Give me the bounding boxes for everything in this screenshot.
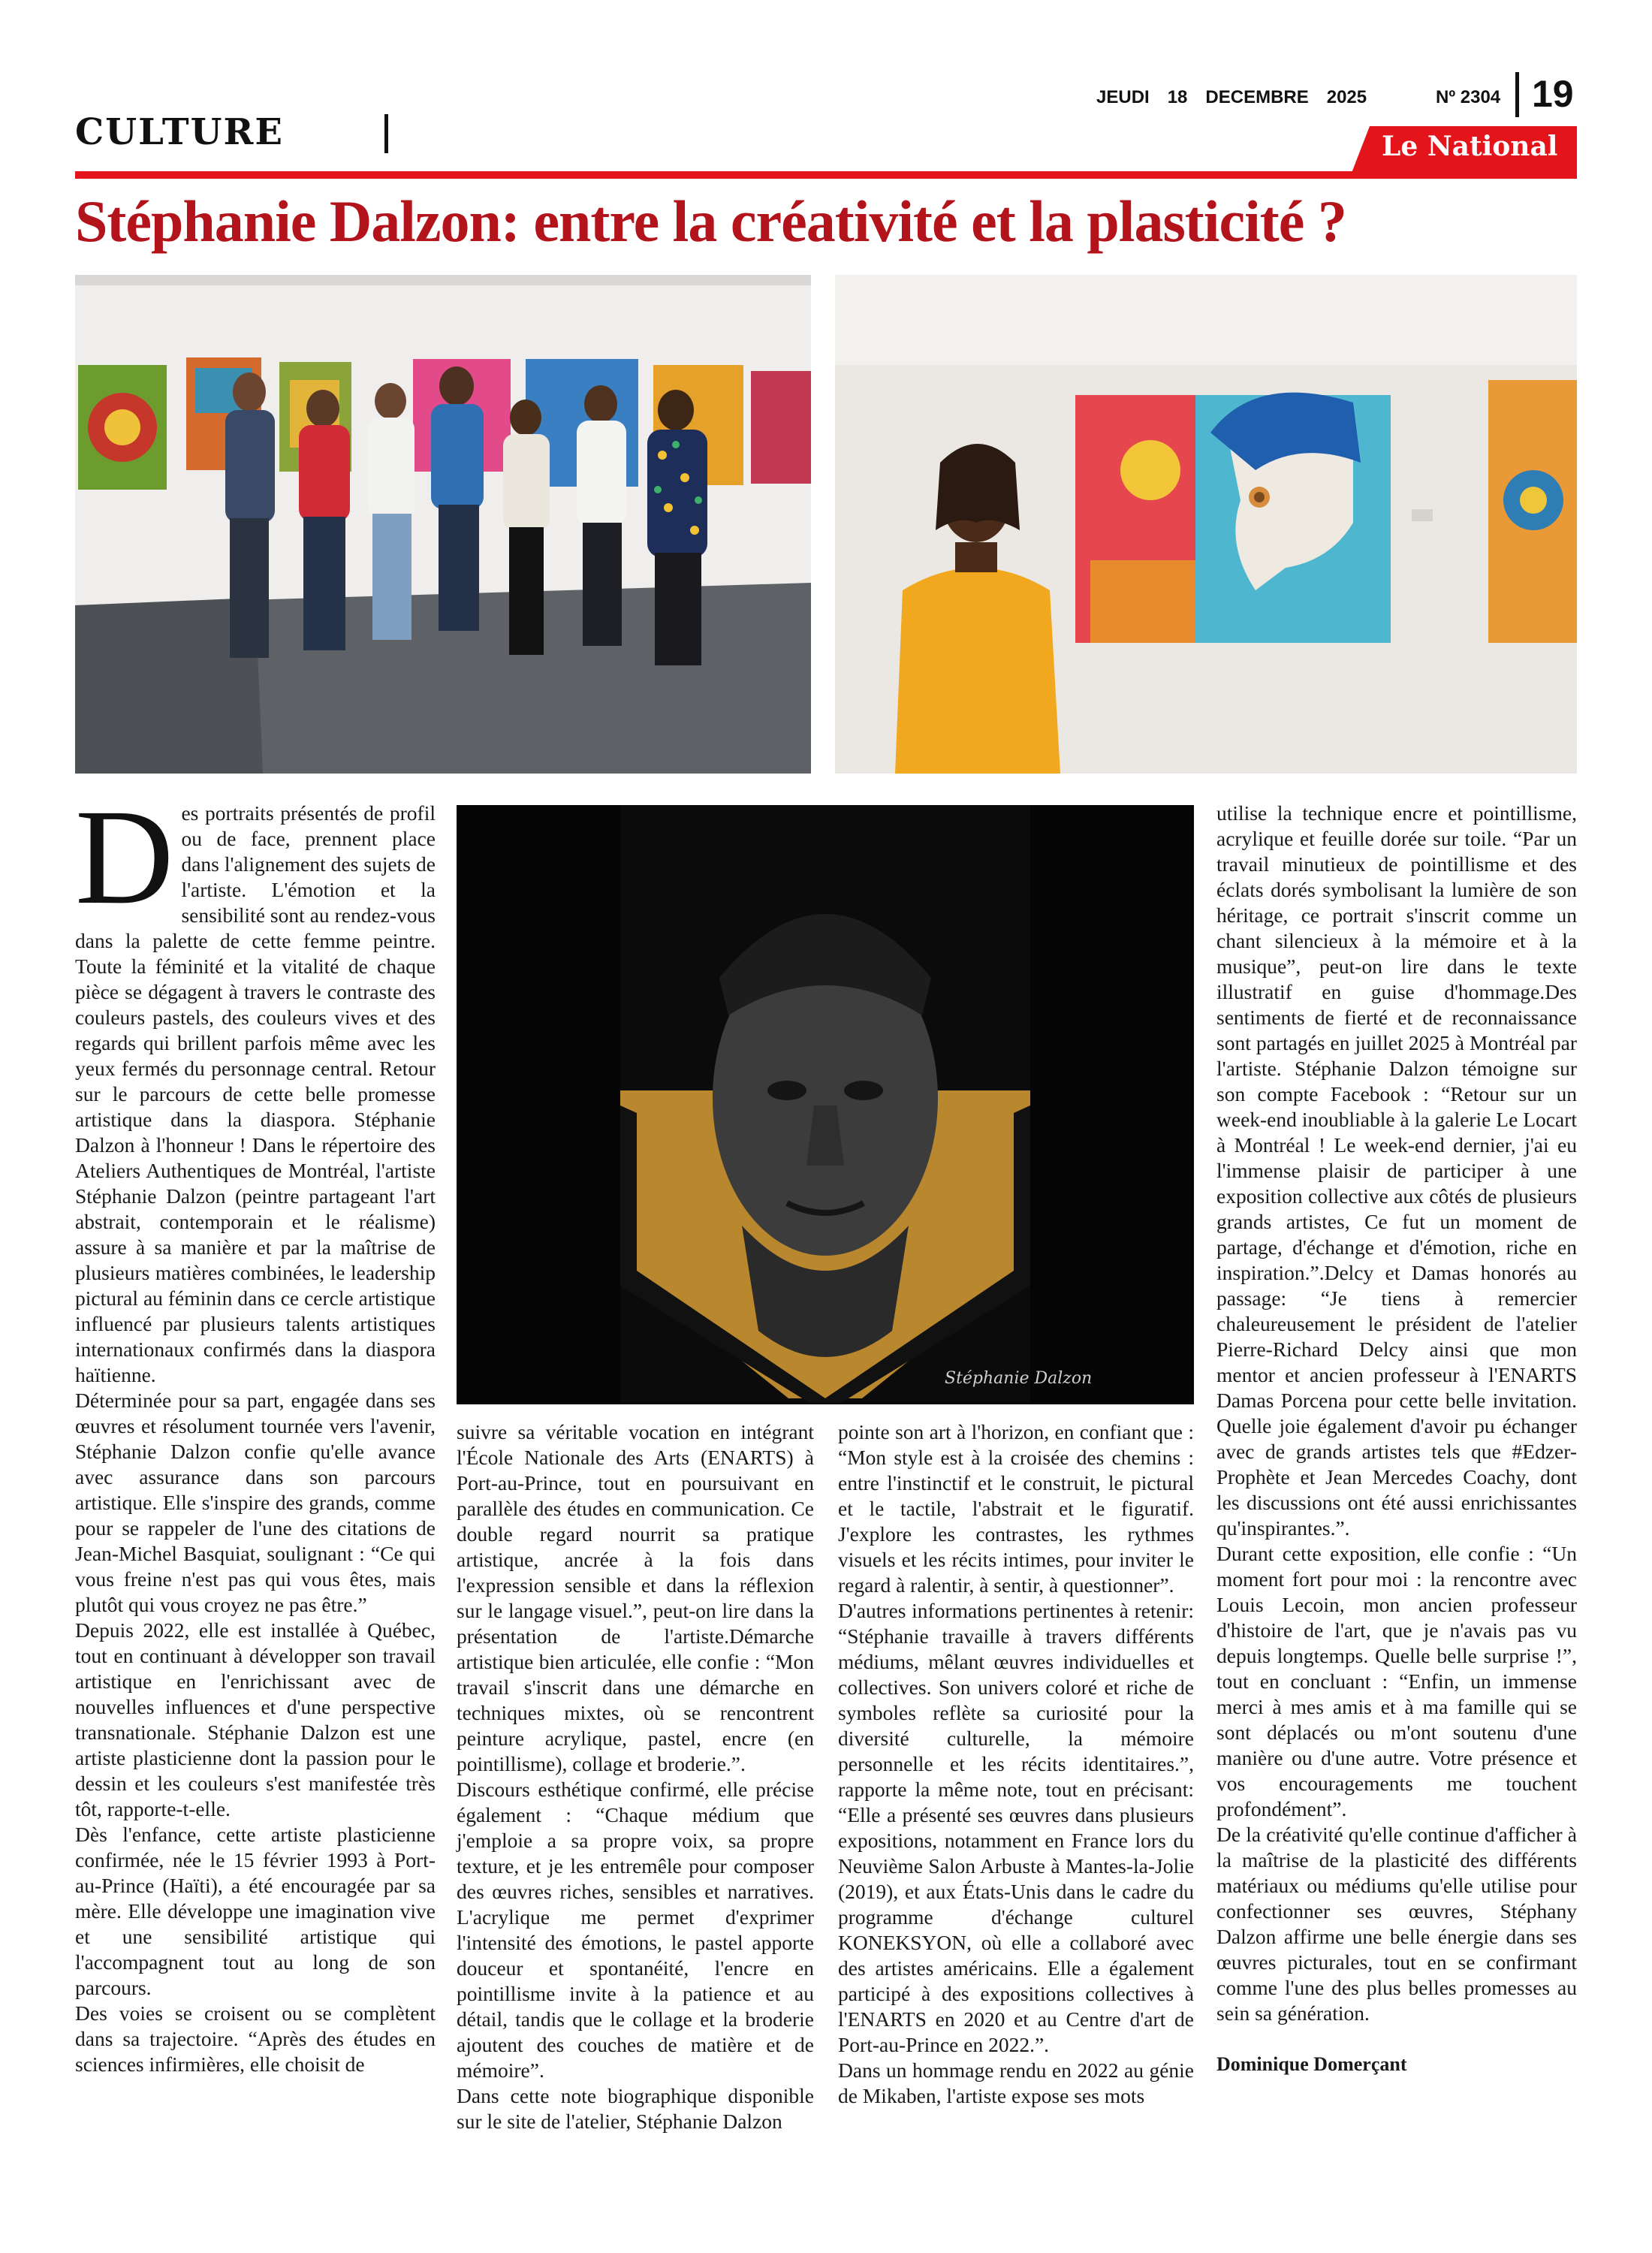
section-title: CULTURE: [75, 111, 284, 153]
article-column-4: [1216, 801, 1577, 2077]
paragraph: Durant cette exposition, elle confie : “Un moment fort pour moi : la rencontre avec Louis Lecoin, mon ancien professeur d'histoire de l'art, que je n'avais pas vu depuis longtemps. Quelle belle surprise !”, tout en concluant : “Enfin, un immense merci à mes amis et à ma famille qui se sont déplacés ou m'ont soutenu d'une manière ou d'une autre. Votre présence et vos encouragements me touchent profondément”.: [1216, 1542, 1577, 1820]
artwork-signature: Stéphanie Dalzon: [945, 1369, 1093, 1388]
paragraph: Déterminée pour sa part, engagée dans ses œuvres et résolument tournée vers l'avenir, Stéphanie Dalzon confie qu'elle avance avec assurance dans son parcours artistique. Elle s'inspire des grands, comme pour se rappeler de l'une des citations de Jean-Michel Basquiat, soulignant : “Ce qui vous freine n'est pas qui vous êtes, mais plutôt qui vous croyez ne pas être.”: [75, 1389, 436, 1616]
header-rule: [75, 171, 1577, 179]
paragraph: Dès l'enfance, cette artiste plasticienne confirmée, née le 15 février 1993 à Port-au-Prince (Haïti), a été encouragée par sa mère. Elle développe une imagination vive et une sensibilité artistique qui l'accompagnent tout au long de son parcours.: [75, 1823, 436, 1999]
date-day: JEUDI: [1096, 87, 1150, 107]
drop-cap: D: [75, 782, 174, 933]
article-column-1: [75, 782, 436, 2077]
page-number-divider: [1515, 72, 1519, 117]
paragraph: pointe son art à l'horizon, en confiant que : “Mon style est à la croisée des chemins : entre l'instinctif et le construit, le pictural et le tactile, l'abstrait et le figuratif. J'explore les contrastes, les rythmes visuels et les récits intimes, pour inviter le regard à ralentir, à sentir, à questionner”.: [838, 1420, 1194, 1597]
dateline: [1096, 87, 1385, 108]
author-byline: Dominique Domerçant: [1216, 2053, 1407, 2075]
article-column-2: [457, 1419, 814, 2134]
group-photo: [75, 275, 811, 774]
artist-with-painting-photo: [835, 275, 1577, 774]
article-headline: Stéphanie Dalzon: entre la créativité et la plasticité ?: [75, 189, 1346, 254]
date-year: 2025: [1326, 87, 1367, 107]
paragraph: Depuis 2022, elle est installée à Québec, tout en continuant à développer son travail artistique en l'enrichissant avec de nouvelles influences et d'une perspective transnationale. Stéphanie Dalzon est une artiste plasticienne dont la passion pour le dessin et les couleurs s'est manifestée très tôt, rapporte-t-elle.: [75, 1618, 436, 1820]
date-number: 18: [1167, 87, 1188, 107]
page-number: 19: [1532, 73, 1574, 115]
paragraph: D'autres informations pertinentes à retenir: “Stéphanie travaille à travers différents médiums, mêlant œuvres individuelles et collectives. Son univers coloré et riche de symboles reflète sa curiosité pour la diversité culturelle, la mémoire personnelle et les récits identitaires.”, rapporte la même note, tout en précisant: “Elle a présenté ses œuvres dans plusieurs expositions, notamment en France lors du Neuvième Salon Arbuste à Mantes-la-Jolie (2019), et aux États-Unis dans le cadre du programme d'échange culturel KONEKSYON, où elle a collaboré avec des artistes américains. Elle a également participé à des expositions collectives à l'ENARTS en 2020 et au Centre d'art de Port-au-Prince en 2022.”.: [838, 1599, 1194, 2056]
artist-photo-illustration: [835, 275, 1577, 774]
newspaper-name: Le National: [1382, 131, 1558, 162]
page-header: [75, 60, 1577, 180]
issue-number: Nº 2304: [1436, 87, 1501, 107]
section-divider: [384, 114, 388, 153]
date-month: DECEMBRE: [1205, 87, 1309, 107]
portrait-artwork-illustration: [457, 805, 1194, 1404]
paragraph: es portraits présentés de profil ou de face, prennent place dans l'alignement des sujets de l'artiste. L'émotion et la sensibilité sont au rendez-vous dans la palette de cette femme peintre. Toute la féminité et la vitalité de chaque pièce se dégagent à travers le contraste des couleurs pastels, des couleurs vives et des regards qui brillent parfois même avec les yeux fermés du personnage central. Retour sur le parcours de cette belle promesse artistique dans la diaspora. Stéphanie Dalzon à l'honneur ! Dans le répertoire des Ateliers Authentiques de Montréal, l'artiste Stéphanie Dalzon (peintre partageant l'art abstrait, contemporain et le réalisme) assure à sa manière et par la maîtrise de plusieurs matières combinées, le leadership pictural au féminin dans ce cercle artistique influencé par plusieurs talents artistiques internationaux confirmés dans la diaspora haïtienne.: [75, 801, 436, 1386]
paragraph: Dans cette note biographique disponible sur le site de l'atelier, Stéphanie Dalzon: [457, 2084, 814, 2133]
portrait-artwork: [457, 805, 1194, 1404]
paragraph: Dans un hommage rendu en 2022 au génie de Mikaben, l'artiste expose ses mots: [838, 2058, 1194, 2107]
paragraph: suivre sa véritable vocation en intégrant l'École Nationale des Arts (ENARTS) à Port-au-Prince, tout en poursuivant en parallèle des études en communication. Ce double regard nourrit sa pratique artistique, ancrée à la fois dans l'expression sensible et dans la réflexion sur le langage visuel.”, peut-on lire dans la présentation de l'artiste.Démarche artistique bien articulée, elle confie : “Mon travail s'inscrit dans une démarche en techniques mixtes, où se rencontrent peinture acrylique, pastel, encre (en pointillisme), collage et broderie.”.: [457, 1420, 814, 1775]
paragraph: Des voies se croisent ou se complètent dans sa trajectoire. “Après des études en sciences infirmières, elle choisit de: [75, 2001, 436, 2076]
paragraph: De la créativité qu'elle continue d'afficher à la maîtrise de la plasticité des différents matériaux ou médiums qu'elle utilise pour confectionner ses œuvres, Stéphany Dalzon affirme une belle énergie dans ses œuvres picturales, tout en se confirmant comme l'une des plus belles promesses au sein sa génération.: [1216, 1823, 1577, 2025]
article-column-3: [838, 1419, 1194, 2109]
group-photo-illustration: [75, 275, 811, 774]
paragraph: utilise la technique encre et pointillisme, acrylique et feuille dorée sur toile. “Par un travail minutieux de pointillisme et des éclats dorés symbolisant la lumière de son héritage, ce portrait s'inscrit comme un chant silencieux à la mémoire et à la musique”, peut-on lire dans le texte illustratif en guise d'hommage.Des sentiments de fierté et de reconnaissance sont partagés en juillet 2025 à Montréal par l'artiste. Stéphanie Dalzon témoigne sur son compte Facebook : “Retour sur un week-end inoubliable à la galerie Le Locart à Montréal ! Le week-end dernier, j'ai eu l'immense plaisir de participer à une exposition collective aux côtés de plusieurs grands artistes, Ce fut un moment de partage, d'échange et d'émotion, riche en inspiration.”.Delcy et Damas honorés au passage: “Je tiens à remercier chaleureusement le président de l'atelier Pierre-Richard Delcy ainsi que mon mentor et ancien professeur à l'ENARTS Damas Porcena pour cette belle invitation. Quelle joie également d'avoir pu échanger avec de grands artistes tels que #Edzer-Prophète et Jean Mercedes Coachy, dont les discussions ont été aussi enrichissantes qu'inspirantes.”.: [1216, 801, 1577, 1540]
paragraph: Discours esthétique confirmé, elle précise également : “Chaque médium que j'emploie a sa propre voix, sa propre texture, et je les entremêle pour composer des œuvres riches, sensibles et narratives. L'acrylique me permet d'exprimer l'intensité des émotions, le pastel apporte douceur et spontanéité, l'encre en pointillisme invite à la patience et au détail, tandis que le collage et la broderie ajoutent des couches de matière et de mémoire”.: [457, 1778, 814, 2082]
